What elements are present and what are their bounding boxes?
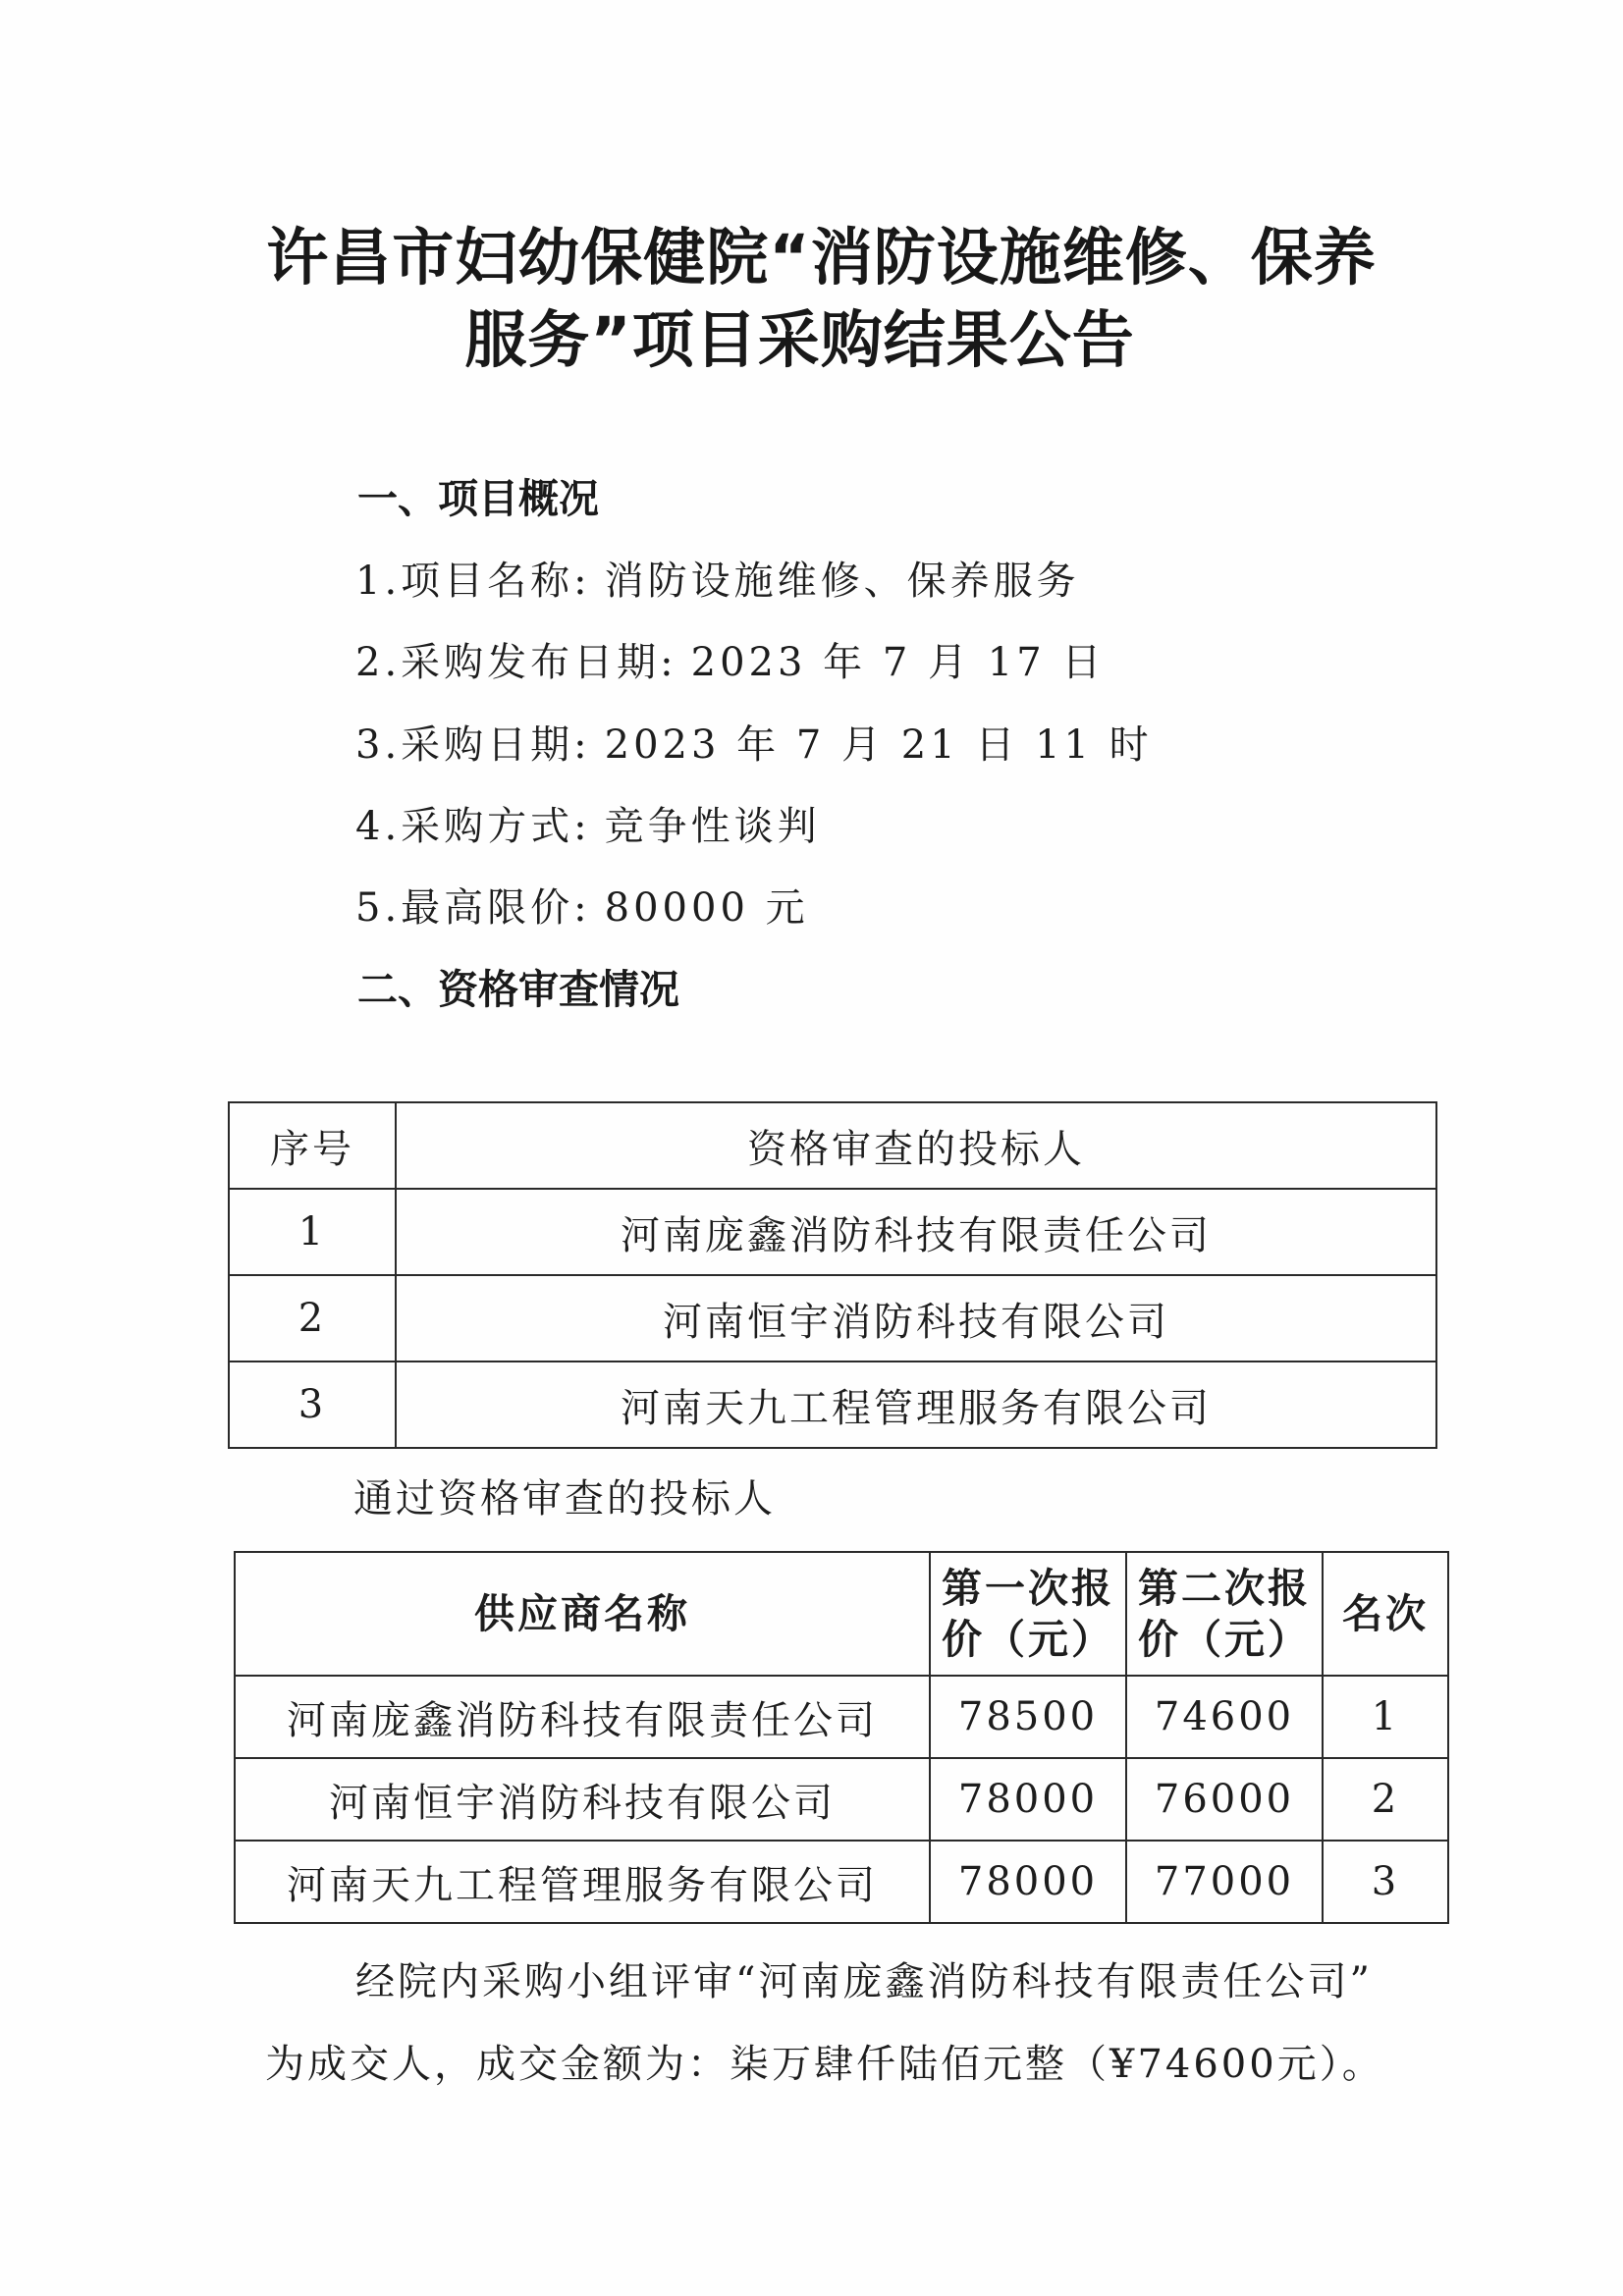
- row-second-quote: 74600: [1126, 1676, 1323, 1758]
- column-header-first-quote: [930, 1552, 1126, 1676]
- column-header-rank: [1323, 1552, 1448, 1676]
- qualification-table: [228, 1101, 1437, 1449]
- header-line: 名次: [1342, 1590, 1429, 1637]
- document-title-line1: 许昌市妇幼保健院“消防设施维修、保养: [266, 222, 1377, 294]
- row-supplier: 河南天九工程管理服务有限公司: [235, 1841, 930, 1923]
- table-header-row: [229, 1102, 1436, 1189]
- section2-heading: 二、资格审查情况: [357, 966, 679, 1013]
- section1-heading: 一、项目概况: [357, 475, 599, 522]
- publish-date-value: 2023 年 7 月 17 日: [690, 640, 1106, 685]
- row-first-quote: 78500: [930, 1676, 1126, 1758]
- row-rank: 1: [1323, 1676, 1448, 1758]
- document-title-line2: 服务”项目采购结果公告: [464, 304, 1135, 376]
- table-row: [235, 1758, 1448, 1841]
- row-rank: 3: [1323, 1841, 1448, 1923]
- row-first-quote: 78000: [930, 1758, 1126, 1841]
- procurement-date-value: 2023 年 7 月 21 日 11 时: [604, 722, 1153, 768]
- row-bidder: 河南天九工程管理服务有限公司: [396, 1362, 1436, 1448]
- row-index: 3: [229, 1362, 396, 1448]
- conclusion-line2: 为成交人，成交金额为：柒万肆仟陆佰元整（¥74600元）。: [265, 2042, 1384, 2087]
- publish-date-label: 2.采购发布日期:: [355, 640, 677, 685]
- row-bidder: 河南庞鑫消防科技有限责任公司: [396, 1189, 1436, 1275]
- project-name-label: 1.项目名称:: [355, 559, 591, 604]
- row-supplier: 河南恒宇消防科技有限公司: [235, 1758, 930, 1841]
- row-first-quote: 78000: [930, 1841, 1126, 1923]
- max-price-label: 5.最高限价:: [355, 885, 591, 931]
- row-rank: 2: [1323, 1758, 1448, 1841]
- project-name-line: [355, 550, 1080, 606]
- row-second-quote: 76000: [1126, 1758, 1323, 1841]
- quotation-table: [234, 1551, 1449, 1924]
- procurement-date-line: [355, 714, 1153, 770]
- row-index: 1: [229, 1189, 396, 1275]
- conclusion-line1: 经院内采购小组评审“河南庞鑫消防科技有限责任公司”: [355, 1959, 1373, 2004]
- column-header-index: 序号: [229, 1102, 396, 1189]
- table-header-row: [235, 1552, 1448, 1676]
- table-row: [229, 1362, 1436, 1448]
- column-header-second-quote: [1126, 1552, 1323, 1676]
- table-row: [229, 1275, 1436, 1362]
- header-line: 供应商名称: [474, 1590, 690, 1637]
- max-price-value: 80000 元: [604, 885, 809, 931]
- project-name-value: 消防设施维修、保养服务: [604, 559, 1080, 604]
- row-supplier: 河南庞鑫消防科技有限责任公司: [235, 1676, 930, 1758]
- procurement-date-label: 3.采购日期:: [355, 722, 591, 768]
- row-bidder: 河南恒宇消防科技有限公司: [396, 1275, 1436, 1362]
- publish-date-line: [355, 631, 1105, 687]
- column-header-supplier: [235, 1552, 930, 1676]
- header-line: 第一次报: [942, 1565, 1114, 1612]
- qualified-bidders-caption: 通过资格审查的投标人: [353, 1476, 776, 1522]
- procurement-method-line: [355, 795, 821, 851]
- max-price-line: [355, 877, 809, 933]
- row-second-quote: 77000: [1126, 1841, 1323, 1923]
- header-line: 价（元）: [1138, 1616, 1311, 1663]
- header-line: 第二次报: [1138, 1565, 1311, 1612]
- header-line: 价（元）: [942, 1616, 1114, 1663]
- table-row: [235, 1841, 1448, 1923]
- table-row: [229, 1189, 1436, 1275]
- procurement-method-label: 4.采购方式:: [355, 804, 591, 849]
- table-row: [235, 1676, 1448, 1758]
- row-index: 2: [229, 1275, 396, 1362]
- procurement-method-value: 竞争性谈判: [604, 804, 821, 849]
- column-header-bidder: 资格审查的投标人: [396, 1102, 1436, 1189]
